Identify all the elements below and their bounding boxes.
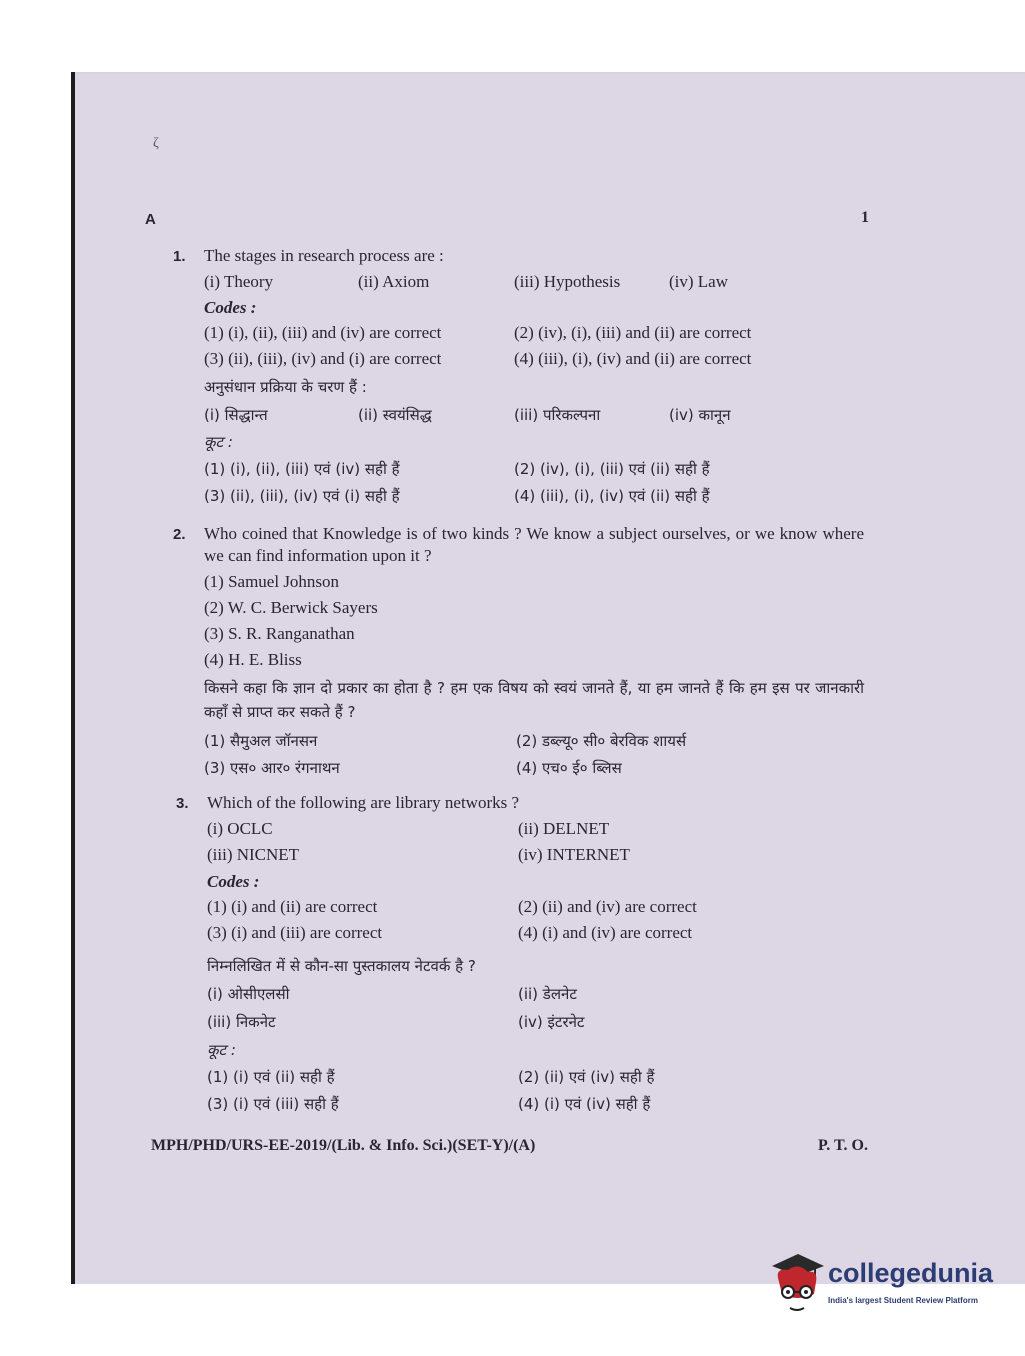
option-4: (4) H. E. Bliss <box>204 650 302 669</box>
hindi-option-4: (4) (i) एवं (iv) सही हैं <box>518 1095 651 1113</box>
hindi-option-3: (3) (ii), (iii), (iv) एवं (i) सही हैं <box>204 487 400 505</box>
item-4: (iv) Law <box>669 272 729 291</box>
item-3: (iii) Hypothesis <box>514 272 621 291</box>
hindi-option-2: (2) डब्ल्यू० सी० बेरविक शायर्स <box>516 732 687 750</box>
hindi-item-3: (iii) परिकल्पना <box>514 406 601 424</box>
option-4: (4) (iii), (i), (iv) and (ii) are correct <box>514 349 752 368</box>
exam-page <box>75 74 1025 1284</box>
hindi-option-1: (1) (i), (ii), (iii) एवं (iv) सही हैं <box>204 460 400 478</box>
hindi-question-text: अनुसंधान प्रक्रिया के चरण हैं : <box>204 378 367 396</box>
codes-label: Codes : <box>204 298 257 317</box>
hindi-option-1: (1) सैमुअल जॉनसन <box>204 732 318 750</box>
hindi-item-4: (iv) इंटरनेट <box>518 1013 585 1031</box>
margin-mark: ζ <box>153 136 159 151</box>
logo-tagline: India's largest Student Review Platform <box>828 1296 978 1305</box>
question-text: The stages in research process are : <box>204 246 444 265</box>
option-1: (1) Samuel Johnson <box>204 572 340 591</box>
hindi-item-4: (iv) कानून <box>669 406 731 424</box>
item-2: (ii) DELNET <box>518 819 610 838</box>
hindi-item-2: (ii) डेलनेट <box>518 985 577 1003</box>
item-1: (i) OCLC <box>207 819 273 838</box>
hindi-option-3: (3) एस० आर० रंगनाथन <box>204 759 340 777</box>
question-number: 2. <box>173 526 186 543</box>
option-2: (2) (iv), (i), (iii) and (ii) are correct <box>514 323 752 342</box>
option-1: (1) (i) and (ii) are correct <box>207 897 378 916</box>
hindi-option-2: (2) (ii) एवं (iv) सही हैं <box>518 1068 655 1086</box>
hindi-codes-label: कूट : <box>204 433 233 451</box>
question-number: 3. <box>176 795 189 812</box>
set-letter: A <box>145 211 156 228</box>
hindi-question-text: निम्नलिखित में से कौन-सा पुस्तकालय नेटवर्क है ? <box>207 957 476 975</box>
hindi-item-1: (i) सिद्धान्त <box>204 406 268 424</box>
logo-name: collegedunia <box>828 1258 994 1288</box>
footer-pto: P. T. O. <box>818 1137 868 1154</box>
footer-exam-code: MPH/PHD/URS-EE-2019/(Lib. & Info. Sci.)(SET-Y)/(A) <box>151 1137 536 1154</box>
hindi-codes-label: कूट : <box>207 1041 236 1059</box>
item-1: (i) Theory <box>204 272 274 291</box>
option-1: (1) (i), (ii), (iii) and (iv) are correct <box>204 323 442 342</box>
question-text: Which of the following are library networks ? <box>207 793 520 812</box>
item-4: (iv) INTERNET <box>518 845 630 864</box>
hindi-option-4: (4) एच० ई० ब्लिस <box>516 759 622 777</box>
question-number: 1. <box>173 248 186 265</box>
hindi-option-4: (4) (iii), (i), (iv) एवं (ii) सही हैं <box>514 487 710 505</box>
page-number: 1 <box>861 209 869 226</box>
collegedunia-logo[interactable] <box>768 1248 998 1328</box>
option-3: (3) S. R. Ranganathan <box>204 624 355 643</box>
option-2: (2) W. C. Berwick Sayers <box>204 598 378 617</box>
hindi-option-2: (2) (iv), (i), (iii) एवं (ii) सही हैं <box>514 460 710 478</box>
option-3: (3) (ii), (iii), (iv) and (i) are correct <box>204 349 442 368</box>
item-2: (ii) Axiom <box>358 272 430 291</box>
mascot-icon <box>768 1248 828 1328</box>
option-3: (3) (i) and (iii) are correct <box>207 923 383 942</box>
codes-label: Codes : <box>207 872 260 891</box>
hindi-item-3: (iii) निकनेट <box>207 1013 276 1031</box>
option-4: (4) (i) and (iv) are correct <box>518 923 693 942</box>
hindi-item-2: (ii) स्वयंसिद्ध <box>358 406 432 424</box>
hindi-option-1: (1) (i) एवं (ii) सही हैं <box>207 1068 335 1086</box>
hindi-option-3: (3) (i) एवं (iii) सही हैं <box>207 1095 339 1113</box>
question-text: Who coined that Knowledge is of two kinds ? We know a subject ourselves, or we know where we can find information upon it ? <box>204 524 864 565</box>
hindi-question-text: किसने कहा कि ज्ञान दो प्रकार का होता है ? हम एक विषय को स्वयं जानते हैं, या हम जानते हैं कि हम इस पर जानकारी कहाँ से प्राप्त कर सकते हैं ? <box>204 679 864 721</box>
hindi-item-1: (i) ओसीएलसी <box>207 985 290 1003</box>
option-2: (2) (ii) and (iv) are correct <box>518 897 697 916</box>
item-3: (iii) NICNET <box>207 845 300 864</box>
